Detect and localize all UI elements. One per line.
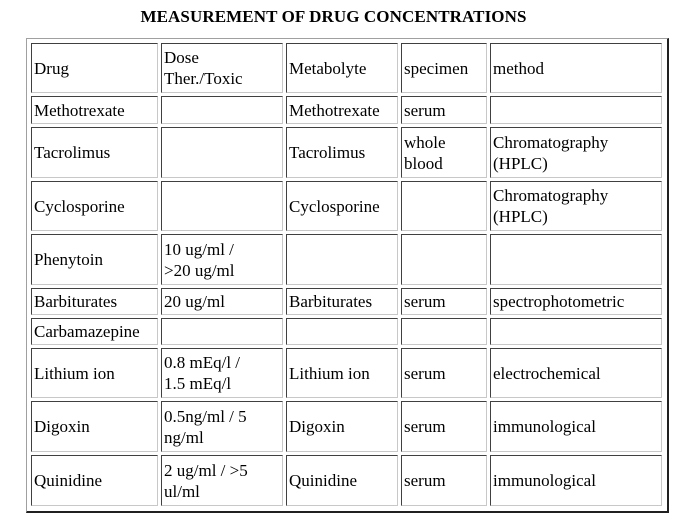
cell-dose (161, 96, 283, 124)
cell-metabolyte (286, 318, 398, 345)
cell-dose (161, 348, 283, 398)
cell-drug (31, 318, 158, 345)
cell-specimen (401, 127, 487, 178)
cell-specimen (401, 455, 487, 506)
cell-method (490, 455, 662, 506)
cell-metabolyte (286, 455, 398, 506)
cell-text: method (493, 58, 544, 78)
cell-specimen (401, 348, 487, 398)
cell-method (490, 401, 662, 452)
cell-text: immunological (493, 417, 596, 436)
cell-metabolyte (286, 348, 398, 398)
cell-text: Cyclosporine (289, 196, 380, 216)
cell-text: serum (404, 292, 446, 311)
cell-text: Lithium ion (289, 363, 370, 383)
cell-specimen (401, 234, 487, 285)
cell-drug (31, 234, 158, 285)
cell-text: Lithium ion (34, 363, 115, 383)
header-method (490, 43, 662, 93)
header-specimen (401, 43, 487, 93)
cell-text: serum (404, 363, 446, 383)
cell-drug (31, 401, 158, 452)
cell-text: Chromatography (HPLC) (493, 132, 609, 173)
header-drug (31, 43, 158, 93)
cell-method (490, 288, 662, 315)
cell-drug (31, 348, 158, 398)
cell-text: Methotrexate (34, 100, 125, 120)
cell-text: Tacrolimus (34, 143, 111, 162)
cell-dose (161, 234, 283, 285)
cell-method (490, 348, 662, 398)
cell-drug (31, 288, 158, 315)
cell-text: spectrophotometric (493, 292, 625, 311)
cell-metabolyte (286, 234, 398, 285)
cell-metabolyte (286, 181, 398, 231)
cell-text: electrochemical (493, 363, 601, 383)
cell-text: 20 ug/ml (164, 292, 225, 311)
cell-text: Quinidine (34, 471, 102, 490)
cell-text: Methotrexate (289, 100, 380, 120)
cell-text: serum (404, 100, 446, 120)
cell-text: 0.5ng/ml / 5 ng/ml (164, 406, 247, 447)
cell-text: 2 ug/ml / >5 ul/ml (164, 460, 248, 501)
header-dose (161, 43, 283, 93)
cell-drug (31, 96, 158, 124)
cell-text: serum (404, 417, 446, 436)
cell-text: immunological (493, 471, 596, 490)
cell-text: Digoxin (34, 417, 90, 436)
cell-text: 0.8 mEq/l / 1.5 mEq/l (164, 353, 241, 393)
cell-method (490, 96, 662, 124)
cell-dose (161, 401, 283, 452)
cell-text: Metabolyte (289, 58, 367, 78)
cell-dose (161, 455, 283, 506)
cell-method (490, 234, 662, 285)
cell-text: specimen (404, 58, 469, 78)
cell-drug (31, 181, 158, 231)
cell-method (490, 318, 662, 345)
cell-drug (31, 455, 158, 506)
cell-specimen (401, 96, 487, 124)
cell-specimen (401, 401, 487, 452)
cell-specimen (401, 288, 487, 315)
cell-text: Phenytoin (34, 250, 103, 269)
cell-text: Chromatography (HPLC) (493, 186, 609, 226)
cell-method (490, 181, 662, 231)
cell-metabolyte (286, 127, 398, 178)
cell-method (490, 127, 662, 178)
cell-text: Cyclosporine (34, 196, 125, 216)
cell-text: Dose Ther./Toxic (164, 48, 243, 88)
cell-text: 10 ug/ml / >20 ug/ml (164, 239, 235, 280)
cell-dose (161, 318, 283, 345)
cell-dose (161, 127, 283, 178)
cell-text: Barbiturates (289, 292, 373, 311)
cell-dose (161, 181, 283, 231)
cell-text: Barbiturates (34, 292, 118, 311)
cell-metabolyte (286, 288, 398, 315)
cell-text: Digoxin (289, 417, 345, 436)
cell-text: whole blood (404, 132, 446, 173)
cell-drug (31, 127, 158, 178)
cell-text: Tacrolimus (289, 143, 366, 162)
cell-specimen (401, 318, 487, 345)
cell-text: Drug (34, 58, 69, 78)
cell-text: Quinidine (289, 471, 357, 490)
cell-text: Carbamazepine (34, 322, 140, 341)
cell-metabolyte (286, 401, 398, 452)
page-title: MEASUREMENT OF DRUG CONCENTRATIONS (140, 7, 527, 26)
cell-metabolyte (286, 96, 398, 124)
header-metabolyte (286, 43, 398, 93)
cell-text: serum (404, 471, 446, 490)
cell-dose (161, 288, 283, 315)
cell-specimen (401, 181, 487, 231)
